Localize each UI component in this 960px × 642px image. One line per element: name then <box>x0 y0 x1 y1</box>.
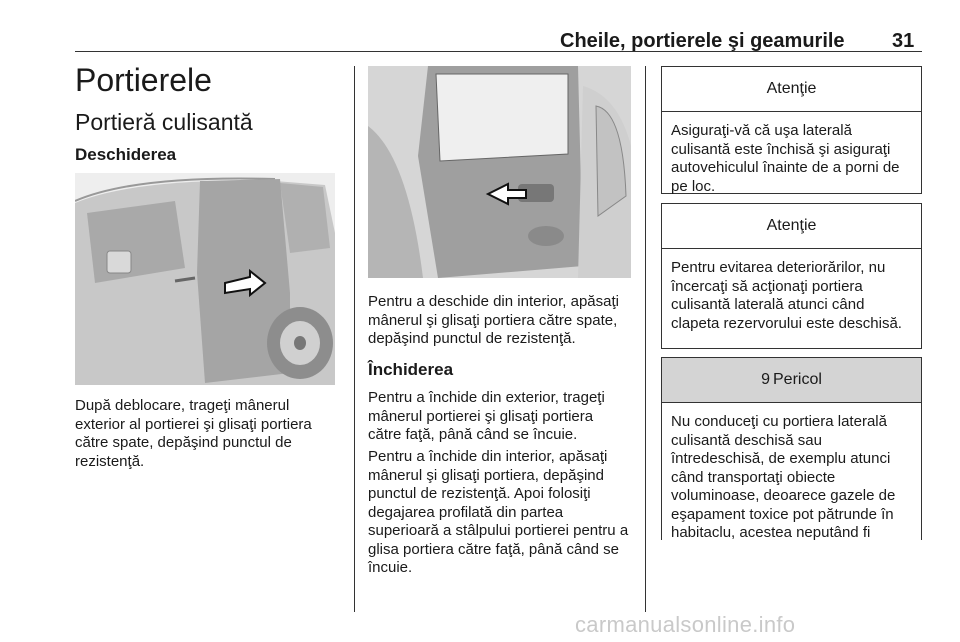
warning-icon: 9 <box>761 371 770 388</box>
interior-closing-paragraph: Pentru a închide din interior, apăsaţi mânerul şi glisaţi portiera, depăşind punctul de rezistenţă. Apoi folosiţi degajarea profilată din partea superioară a stâlpului portierei pentru a glisa portiera către faţă, până când se încuie. <box>368 448 629 576</box>
exterior-closing-paragraph: Pentru a închide din exterior, trageţi mânerul portierei şi glisaţi portiera către faţă, până când se încuie. <box>368 389 605 443</box>
caution-box-2-title: Atenţie <box>662 204 921 249</box>
caution-box-2 <box>661 203 922 349</box>
column-divider-left <box>354 66 355 612</box>
danger-box-title: Pericol <box>773 371 822 388</box>
subsection-heading: Portieră culisantă <box>75 109 253 135</box>
caution-box-1-text: Asiguraţi-vă că uşa laterală culisantă este închisă şi asiguraţi autovehiculul înainte de a porni de pe loc. <box>671 122 900 195</box>
opening-heading: Deschiderea <box>75 145 177 164</box>
caution-box-1-title: Atenţie <box>662 67 921 112</box>
interior-opening-paragraph: Pentru a deschide din interior, apăsaţi mânerul şi glisaţi portiera către spate, depăşind punctul de rezistenţă. <box>368 293 619 347</box>
interior-door-illustration <box>368 66 631 278</box>
opening-paragraph: După deblocare, trageţi mânerul exterior al portierei şi glisaţi portiera către spate, depăşind punctul de rezistenţă. <box>75 397 312 470</box>
header-rule <box>75 51 922 52</box>
section-heading: Portierele <box>75 62 212 98</box>
caution-box-1 <box>661 66 922 194</box>
danger-box-text: Nu conduceţi cu portiera laterală culisantă deschisă sau întredeschisă, de exemplu atunci când transportaţi obiecte voluminoase, deoarece gazele de eşapament toxice pot pătrunde în habitaclu, acestea neputând fi <box>671 413 896 541</box>
watermark: carmanualsonline.info <box>575 612 796 637</box>
closing-heading: Închiderea <box>368 360 454 379</box>
caution-box-2-text: Pentru evitarea deteriorărilor, nu încercaţi să acţionaţi portiera culisantă laterală atunci când clapeta rezervorului este deschisă. <box>671 259 902 332</box>
danger-box-title-row <box>662 358 921 403</box>
page-number: 31 <box>892 30 915 52</box>
exterior-door-illustration <box>75 173 335 385</box>
danger-box <box>661 357 922 540</box>
column-divider-right <box>645 66 646 612</box>
page-header-title: Cheile, portierele şi geamurile <box>560 30 845 52</box>
